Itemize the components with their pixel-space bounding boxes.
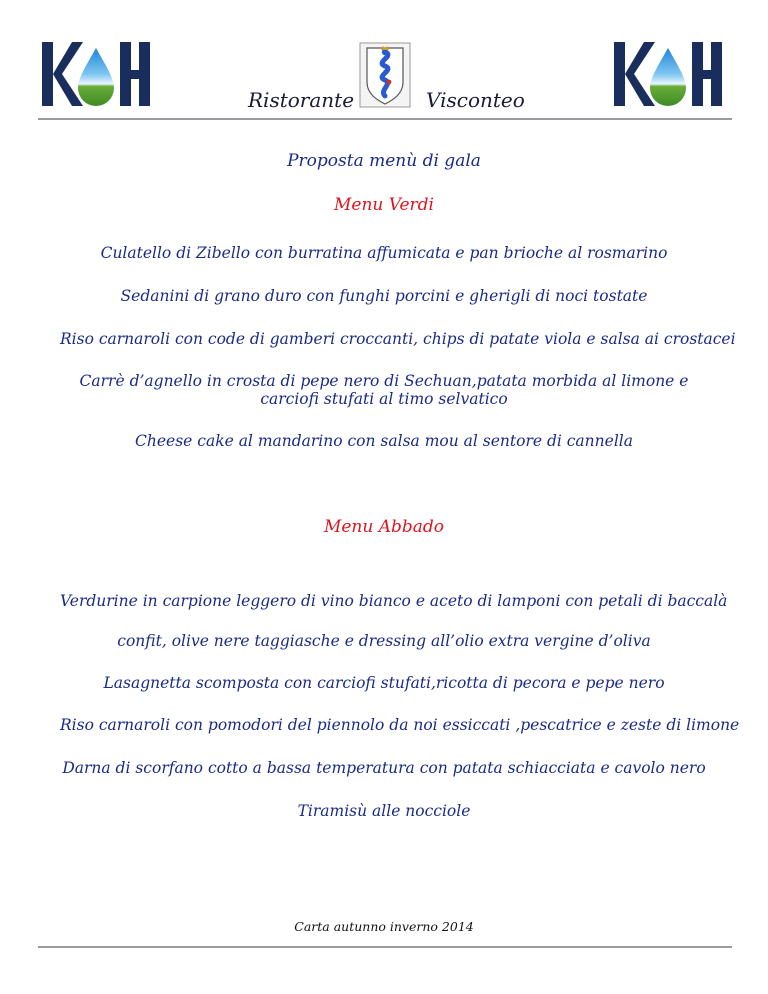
water-drop-icon xyxy=(78,48,114,106)
header-ristorante-label: Ristorante xyxy=(248,88,355,112)
menu-item: Tiramisù alle nocciole xyxy=(297,802,471,820)
section-heading-abbado: Menu Abbado xyxy=(323,517,445,537)
menu-item: Riso carnaroli con pomodori del piennolo da noi essiccati ,pescatrice e zeste di limone xyxy=(60,716,740,734)
menu-title: Proposta menù di gala xyxy=(287,151,481,171)
koh-logo-right xyxy=(612,40,724,110)
letter-k-glyph xyxy=(42,42,83,106)
letter-k-glyph xyxy=(614,42,655,106)
menu-item: Lasagnetta scomposta con carciofi stufati,ricotta di pecora e pepe nero xyxy=(103,674,665,692)
section-heading-verdi: Menu Verdi xyxy=(334,195,434,215)
footer-season-label: Carta autunno inverno 2014 xyxy=(294,919,474,934)
header-divider xyxy=(38,118,732,120)
menu-item: Darna di scorfano cotto a bassa temperatura con patata schiacciata e cavolo nero xyxy=(62,759,706,777)
visconti-crest-icon xyxy=(359,42,411,108)
menu-item: Sedanini di grano duro con funghi porcini e gherigli di noci tostate xyxy=(120,287,648,305)
footer-divider xyxy=(38,946,732,948)
menu-item: Cheese cake al mandarino con salsa mou al sentore di cannella xyxy=(135,432,633,450)
letter-h-glyph xyxy=(120,42,150,106)
menu-item: Carrè d’agnello in crosta di pepe nero di Sechuan,patata morbida al limone e carciofi stufati al timo selvatico xyxy=(79,372,689,408)
menu-item: confit, olive nere taggiasche e dressing all’olio extra vergine d’oliva xyxy=(117,632,651,650)
header-visconteo-label: Visconteo xyxy=(426,88,525,112)
menu-item: Riso carnaroli con code di gamberi croccanti, chips di patate viola e salsa ai crostacei xyxy=(60,330,736,348)
menu-item: Culatello di Zibello con burratina affumicata e pan brioche al rosmarino xyxy=(100,244,668,262)
menu-item: Verdurine in carpione leggero di vino bianco e aceto di lamponi con petali di baccalà xyxy=(60,592,728,610)
koh-logo-left xyxy=(40,40,152,110)
letter-h-glyph xyxy=(692,42,722,106)
water-drop-icon xyxy=(650,48,686,106)
